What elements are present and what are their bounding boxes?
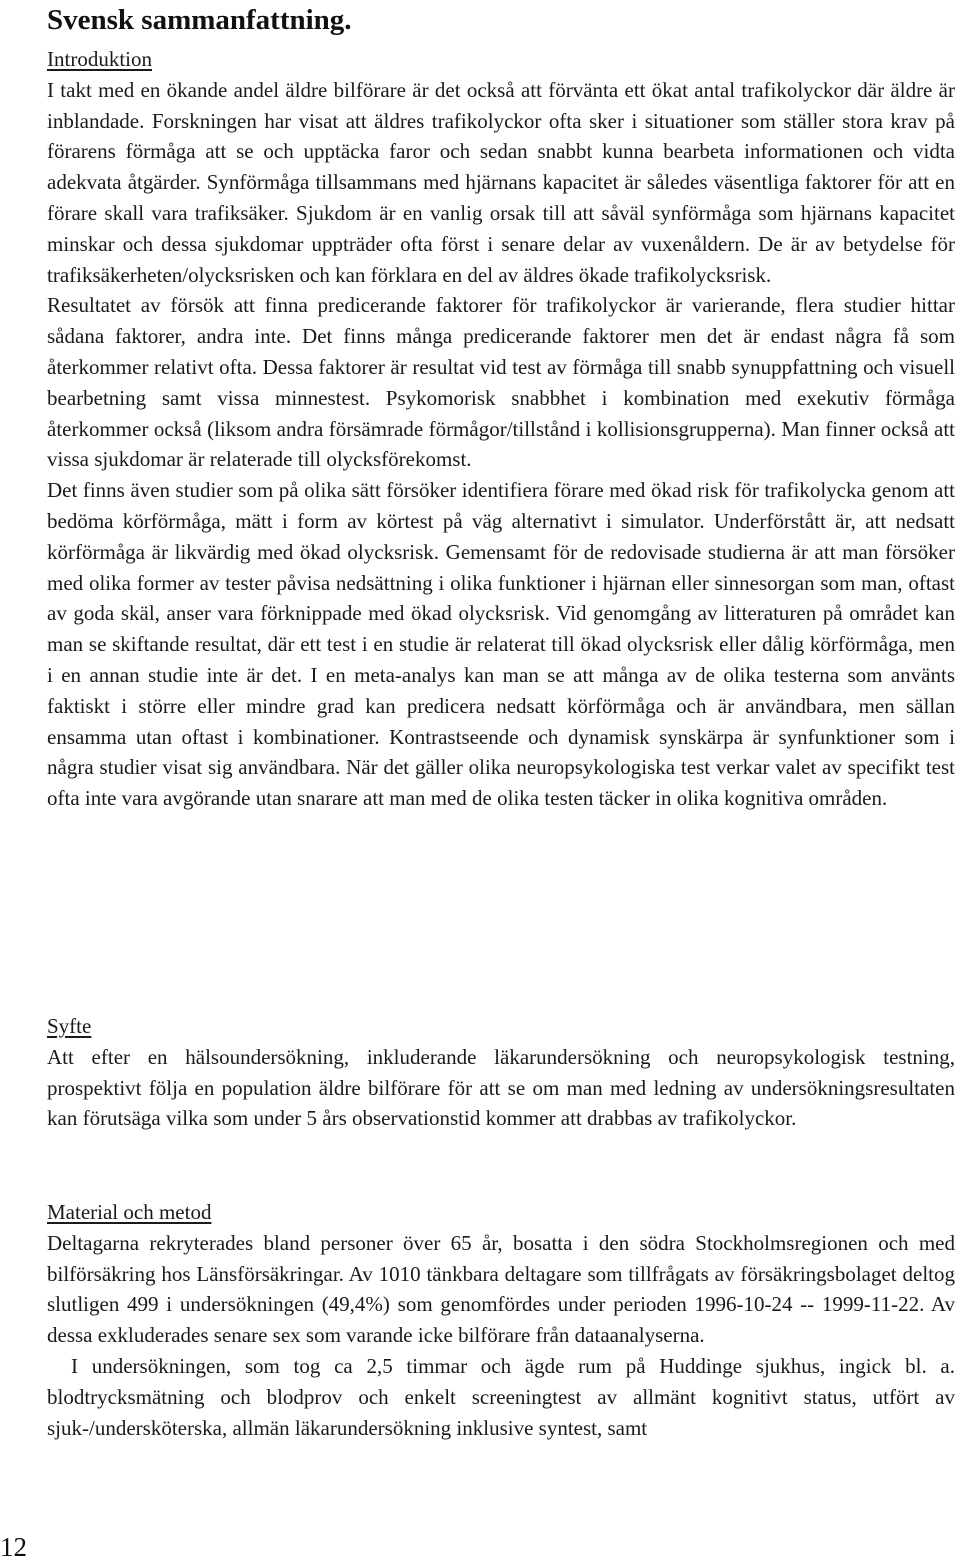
section-heading-introduktion: Introduktion xyxy=(47,47,152,71)
section-heading-syfte: Syfte xyxy=(47,1014,92,1038)
metod-paragraph-2: I undersökningen, som tog ca 2,5 timmar och ägde rum på Huddinge sjukhus, ingick bl. a. blodtrycksmätning och blodprov och enkelt screeningtest av allmänt kognitivt status, utfört av sjuk-/undersköterska, allmän läkarundersökning inklusive syntest, samt xyxy=(47,1353,955,1440)
metod-paragraph-1: Deltagarna rekryterades bland personer över 65 år, bosatta i den södra Stockholmsregionen och med bilförsäkring hos Länsförsäkringar. Av 1010 tänkbara deltagare som tillfrågats av försäkringsbolaget deltog slutligen 499 i undersökningen (49,4%) som genomfördes under perioden 1996-10-24 -- 1999-11-22. Av dessa exkluderades senare sex som varande icke bilförare från dataanalyserna. xyxy=(47,1230,955,1348)
section-introduktion xyxy=(47,44,955,814)
section-syfte xyxy=(47,1011,955,1134)
intro-paragraph-2: Resultatet av försök att finna predicerande faktorer för trafikolyckor är varierande, flera studier hittar sådana faktorer, andra inte. Det finns många predicerande faktorer men det är endast några få som återkommer relativt ofta. Dessa faktorer är resultat vid test av förmåga till snabb synuppfattning och visuell bearbetning samt vissa minnestest. Psykomorisk snabbhet i kombination med exekutiv förmåga återkommer också (liksom andra försämrade förmågor/tillstånd i kollisionsgrupperna). Man finner också att vissa sjukdomar är relaterade till olycksförekomst. xyxy=(47,293,955,472)
section-material-och-metod xyxy=(47,1197,955,1443)
intro-paragraph-3: Det finns även studier som på olika sätt försöker identifiera förare med ökad risk för trafikolycka genom att bedöma körförmåga, mätt i form av körtest på väg alternativt i simulator. Underförstått är, att nedsatt körförmåga är likvärdig med ökad olycksrisk. Gemensamt för de redovisade studierna är att man försöker med olika former av tester påvisa nedsättning i olika funktioner i hjärnan eller sinnesorgan som man, oftast av goda skäl, anser vara förknippade med ökad olycksrisk. Vid genomgång av litteraturen på området kan man se skiftande resultat, där ett test i en studie är relaterat till ökad olycksrisk eller dålig körförmåga, men i en annan studie inte är det. I en meta-analys kan man se att många av de olika testerna som använts faktiskt i större eller mindre grad kan predicera nedsatt körförmåga och är användbara, men sällan ensamma utan oftast i kombinationer. Kontrastseende och dynamisk synskärpa är synfunktioner som i några studier visat sig användbara. När det gäller olika neuropsykologiska test verkar valet av specifikt test ofta inte vara avgörande utan snarare att man med de olika testen täcker in olika kognitiva områden. xyxy=(47,478,955,811)
syfte-paragraph: Att efter en hälsoundersökning, inkluderande läkarundersökning och neuropsykologisk testning, prospektivt följa en population äldre bilförare för att se om man med ledning av undersökningsresultaten kan förutsäga vilka som under 5 års observationstid kommer att drabbas av trafikolyckor. xyxy=(47,1044,955,1131)
section-heading-material-och-metod: Material och metod xyxy=(47,1200,212,1224)
intro-paragraph-1: I takt med en ökande andel äldre bilförare är det också att förvänta ett ökat antal trafikolyckor där äldre är inblandade. Forskningen har visat att äldres trafikolyckor ofta sker i situationer som ställer stora krav på förarens förmåga att se och upptäcka faror och sedan snabbt kunna bearbeta informationen och vidta adekvata åtgärder. Synförmåga tillsammans med hjärnans kapacitet är således väsentliga faktorer för att en förare skall vara trafiksäker. Sjukdom är en vanlig orsak till att såväl synförmåga som hjärnans kapacitet minskar och dessa sjukdomar uppträder ofta först i senare delar av vuxenåldern. De är av betydelse för trafiksäkerheten/olycksrisken och kan förklara en del av äldres ökade trafikolycksrisk. xyxy=(47,77,955,287)
page-title: Svensk sammanfattning. xyxy=(47,4,352,36)
page-number: 12 xyxy=(0,1532,27,1562)
